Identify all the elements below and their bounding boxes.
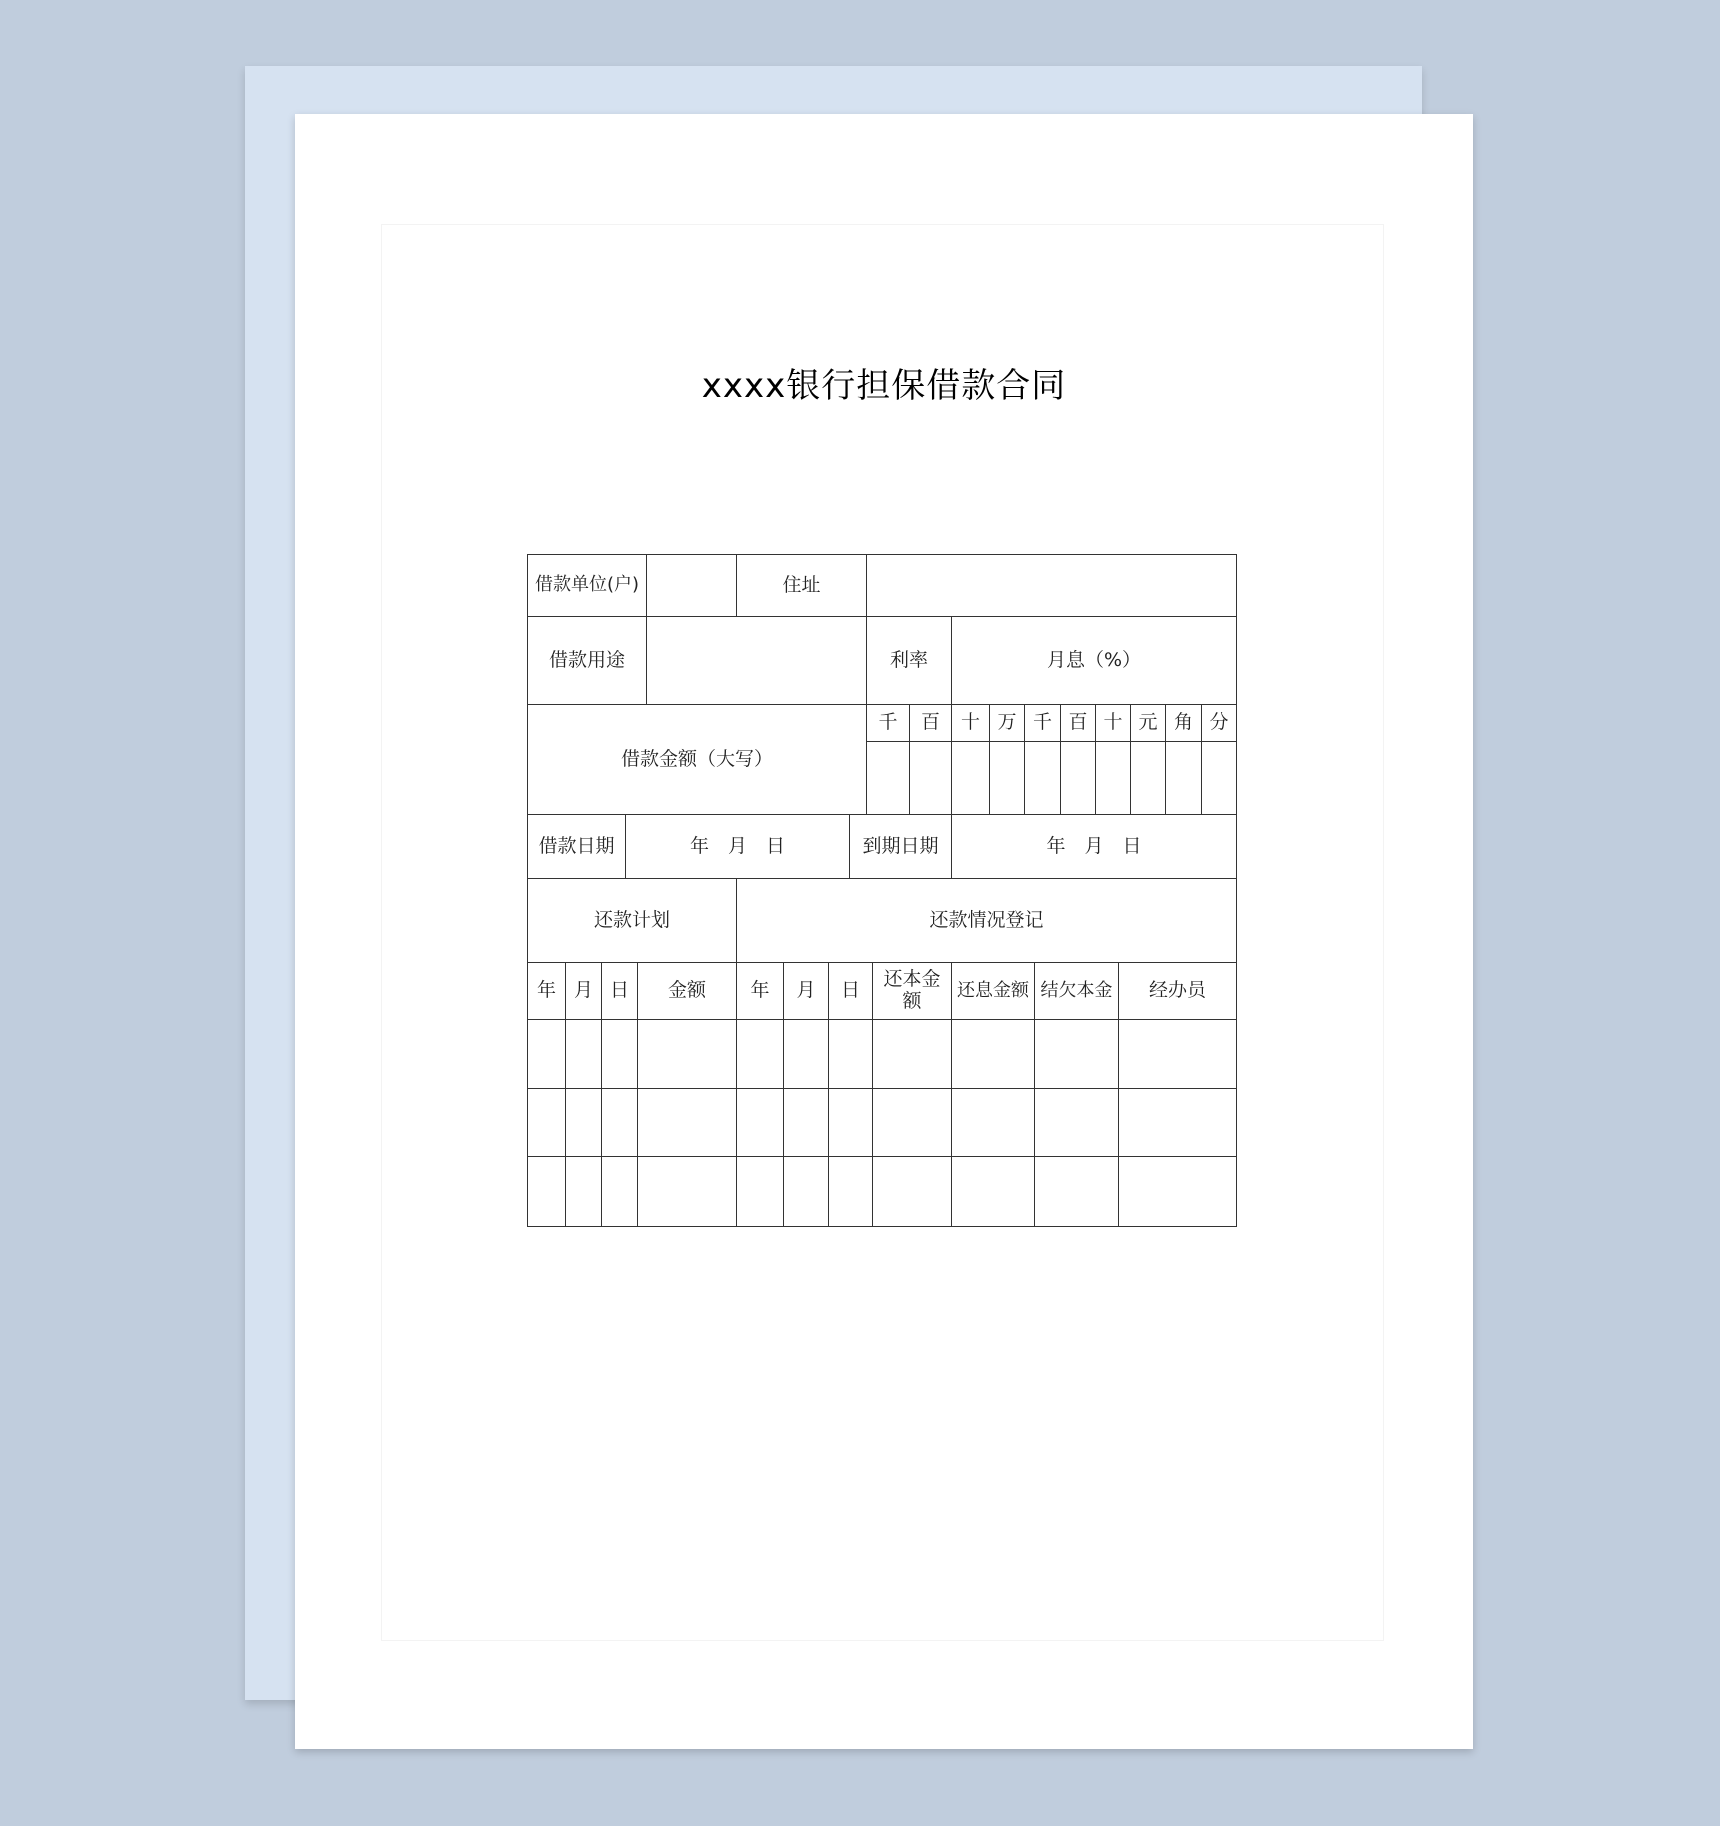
- repayment-row-cell: [565, 1019, 602, 1089]
- column-header: 金额: [637, 962, 737, 1020]
- borrower-label: 借款单位(户): [527, 554, 647, 617]
- repayment-row-cell: [951, 1019, 1035, 1089]
- repayment-row-cell: [637, 1019, 737, 1089]
- amount-label: 借款金额（大写）: [527, 704, 867, 815]
- loan-date-value: 年 月 日: [625, 814, 850, 879]
- repayment-row-cell: [601, 1088, 638, 1157]
- repayment-row-cell: [601, 1019, 638, 1089]
- rate-label: 利率: [866, 616, 952, 705]
- repayment-row-cell: [951, 1156, 1035, 1227]
- column-header: 经办员: [1118, 962, 1237, 1020]
- repayment-row-cell: [527, 1156, 566, 1227]
- digit-place-cell: [1165, 741, 1202, 815]
- address-label: 住址: [736, 554, 867, 617]
- repayment-row-cell: [736, 1156, 784, 1227]
- borrower-value-cell: [646, 554, 737, 617]
- repayment-row-cell: [1034, 1088, 1119, 1157]
- digit-place-header: 百: [909, 704, 952, 742]
- repayment-row-cell: [527, 1019, 566, 1089]
- repayment-row-cell: [828, 1019, 873, 1089]
- repayment-row-cell: [736, 1019, 784, 1089]
- repayment-record-label: 还款情况登记: [736, 878, 1237, 963]
- column-header: 日: [601, 962, 638, 1020]
- repayment-row-cell: [565, 1088, 602, 1157]
- repayment-row-cell: [828, 1088, 873, 1157]
- digit-place-header: 百: [1060, 704, 1096, 742]
- repayment-row-cell: [1118, 1156, 1237, 1227]
- purpose-label: 借款用途: [527, 616, 647, 705]
- digit-place-cell: [1060, 741, 1096, 815]
- repayment-row-cell: [1118, 1088, 1237, 1157]
- loan-date-label: 借款日期: [527, 814, 626, 879]
- column-header: 结欠本金: [1034, 962, 1119, 1020]
- digit-place-header: 万: [989, 704, 1025, 742]
- repayment-row-cell: [872, 1156, 952, 1227]
- column-header: 还本金额: [872, 962, 952, 1020]
- column-header: 年: [527, 962, 566, 1020]
- repayment-row-cell: [637, 1088, 737, 1157]
- digit-place-cell: [989, 741, 1025, 815]
- digit-place-cell: [1201, 741, 1237, 815]
- repayment-row-cell: [565, 1156, 602, 1227]
- digit-place-header: 十: [1095, 704, 1131, 742]
- digit-place-cell: [1095, 741, 1131, 815]
- digit-place-header: 元: [1130, 704, 1166, 742]
- repayment-row-cell: [872, 1088, 952, 1157]
- monthly-rate-label: 月息（%）: [951, 616, 1237, 705]
- repayment-row-cell: [1034, 1156, 1119, 1227]
- digit-place-header: 分: [1201, 704, 1237, 742]
- repayment-plan-label: 还款计划: [527, 878, 737, 963]
- column-header: 月: [783, 962, 829, 1020]
- repayment-row-cell: [1034, 1019, 1119, 1089]
- repayment-row-cell: [1118, 1019, 1237, 1089]
- repayment-row-cell: [637, 1156, 737, 1227]
- digit-place-header: 角: [1165, 704, 1202, 742]
- digit-place-header: 千: [866, 704, 910, 742]
- repayment-row-cell: [527, 1088, 566, 1157]
- digit-place-cell: [909, 741, 952, 815]
- repayment-row-cell: [783, 1019, 829, 1089]
- repayment-row-cell: [951, 1088, 1035, 1157]
- digit-place-cell: [951, 741, 990, 815]
- due-date-label: 到期日期: [849, 814, 952, 879]
- due-date-value: 年 月 日: [951, 814, 1237, 879]
- repayment-row-cell: [828, 1156, 873, 1227]
- purpose-value-cell: [646, 616, 867, 705]
- repayment-row-cell: [783, 1156, 829, 1227]
- address-value-cell: [866, 554, 1237, 617]
- repayment-row-cell: [872, 1019, 952, 1089]
- digit-place-cell: [1130, 741, 1166, 815]
- column-header: 月: [565, 962, 602, 1020]
- document-title: xxxx银行担保借款合同: [701, 366, 1067, 406]
- digit-place-cell: [866, 741, 910, 815]
- digit-place-header: 十: [951, 704, 990, 742]
- column-header: 日: [828, 962, 873, 1020]
- repayment-row-cell: [736, 1088, 784, 1157]
- digit-place-header: 千: [1024, 704, 1061, 742]
- column-header: 还息金额: [951, 962, 1035, 1020]
- digit-place-cell: [1024, 741, 1061, 815]
- column-header: 年: [736, 962, 784, 1020]
- repayment-row-cell: [783, 1088, 829, 1157]
- repayment-row-cell: [601, 1156, 638, 1227]
